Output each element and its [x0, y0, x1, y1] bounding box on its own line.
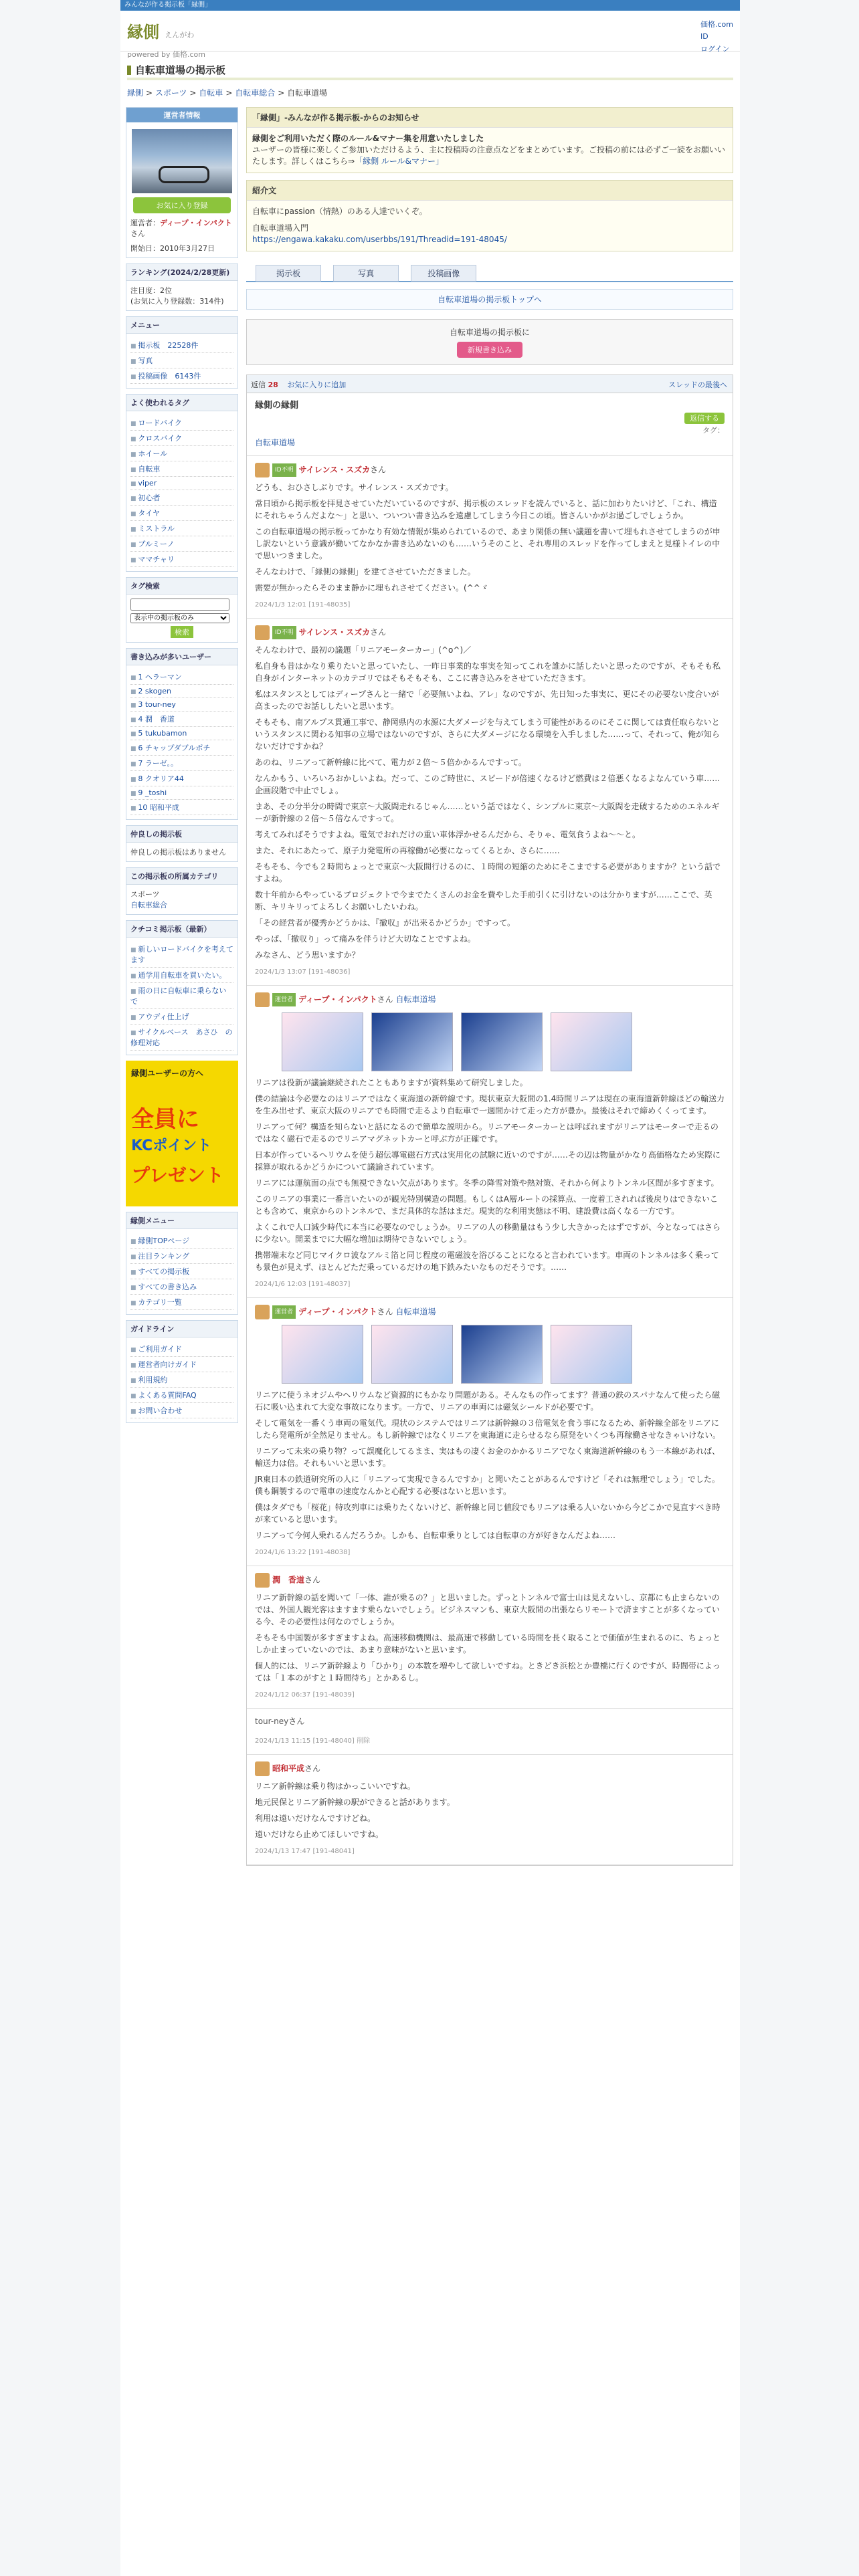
post-board-link[interactable]: 自転車道場 [395, 994, 436, 1004]
post-line: この自転車道場の掲示板ってかなり有効な情報が集められているので、あまり関係の無い議題を書いて埋もれさせてしまうのが申し訳ないという意識が働いてなかなか書き込めないのも……いうそのこと、それ専用のスレッドを作ってしまえと見様トイレの中で思いつきました。 [255, 527, 721, 560]
post-author[interactable]: ディープ・インパクト [298, 994, 377, 1004]
post-line: 僕はタダでも「桜花」特攻列車には乗りたくないけど、新幹線と同じ値段でもリニアは乗る人いないから今どこかで見直すべき時が来ていると思います。 [255, 1503, 721, 1524]
writer-link[interactable]: 8 クオリア44 [138, 774, 184, 783]
add-fav-link[interactable]: お気に入りに追加 [287, 381, 347, 389]
promo-banner[interactable] [126, 1061, 238, 1206]
post-author[interactable]: サイレンス・スズカ [298, 465, 371, 475]
post-line: 個人的には、リニア新幹線より「ひかり」の本数を増やして欲しいですね。ときどき浜松とか豊橋に行くのですが、時間帯によっては「１本のがすと１時間待ち」とかあるし。 [255, 1661, 721, 1683]
board-top-link-bar [246, 289, 733, 310]
writers-head: 書き込みが多いユーザー [126, 649, 237, 665]
engawa-menu-box [126, 1212, 238, 1315]
post-board-link[interactable]: 自転車道場 [395, 1307, 436, 1317]
user-icon [255, 992, 270, 1007]
post-line: リニアは役新が議論継続されたこともありますが資料集めて研究しました。 [255, 1078, 528, 1087]
reply-label: 返信 [251, 381, 266, 389]
post [247, 619, 733, 986]
new-post-text: 自転車道場の掲示板に [449, 328, 530, 337]
post-line: 遠いだけなら止めてほしいですね。 [255, 1830, 384, 1839]
reply-button[interactable]: 返信する [684, 413, 725, 424]
post-line: 私自身も昔はかなり乗りたいと思っていたし、一昨日事業的な事実を知ってこれを誰かに話したいと思ったのですが、そもそも私自身がインターネットのカテゴリではそもそもそも、ここに書き込みをさせていただきます。 [255, 661, 721, 683]
post-image[interactable] [551, 1325, 632, 1384]
engawa-menu-head: 縁側メニュー [126, 1212, 237, 1229]
breadcrumb-engawa[interactable]: 縁側 [127, 88, 144, 98]
post-line: まあ、その分半分の時間で東京～大阪間走れるじゃん……という話ではなく、シンプルに東京～大阪間を走破するためのエネルギーが新幹線の２倍～５倍なんですって。 [255, 802, 720, 823]
new-post-box [246, 319, 733, 365]
board-avatar [132, 129, 232, 193]
post-line: みなさん、どう思いますか？ [255, 950, 360, 960]
writer-link[interactable]: 7 ラーゼ。。 [138, 759, 179, 768]
writer-link[interactable]: 6 チャップダブルポチ [138, 744, 211, 752]
user-badge: 運営者 [272, 1305, 296, 1319]
tag-link[interactable]: ブルミーノ [138, 540, 175, 548]
engawa-menu-link[interactable]: すべての書き込み [138, 1283, 197, 1291]
post-image[interactable] [371, 1012, 453, 1071]
engawa-menu-link[interactable]: 注目ランキング [138, 1252, 190, 1261]
post-line: 需要が無かったらそのまま静かに埋もれさせてください。(^^ゞ [255, 583, 488, 593]
post-line: JR東日本の鉄道研究所の人に「リニアって実現できるんですか」と聞いたことがあるんですけど「それは無理でしょう」でした。僕も鋼製するので電車の速度なんかと心配する必要はないと思います。 [255, 1475, 720, 1496]
engawa-menu-link[interactable]: カテゴリ一覧 [138, 1298, 182, 1307]
engawa-menu-link[interactable]: 縁側TOPページ [138, 1237, 190, 1245]
author-suffix: さん [370, 465, 387, 475]
user-icon [255, 1761, 270, 1776]
tag-search-head: タグ検索 [126, 578, 237, 595]
tag-search-input[interactable] [130, 599, 229, 611]
post-images [282, 1012, 725, 1071]
owner-box [126, 107, 238, 258]
owner-head: 運営者情報 [126, 108, 237, 122]
post-meta: 2024/1/6 12:03 [191-48037] [255, 1281, 351, 1288]
guide-link[interactable]: よくある質問FAQ [138, 1391, 197, 1400]
post-line: 考えてみればそうですよね。電気でおれだけの重い車体浮かせるんだから、そりゃ、電気食うよね～～と。 [255, 830, 641, 839]
kakaku-box [126, 920, 238, 1055]
promo-t1: 縁側ユーザーの方へ [131, 1069, 204, 1078]
add-favorite-button[interactable]: お気に入り登録 [133, 197, 231, 213]
tab-board[interactable]: 掲示板 [256, 265, 321, 282]
notice-title: 縁側をご利用いただく際のルール&マナー集を用意いたしました [252, 134, 484, 143]
logo[interactable] [127, 19, 205, 61]
kakaku-thread-link[interactable]: 新しいロードバイクを考えてます [130, 945, 233, 964]
post-line: そもそも、南アルプス貫通工事で、静岡県内の水源に大ダメージを与えてしまう可能性があるのにそこに関しては責任取らないというスタンスに関わる知事の立場ではないのですが、さらに大ダメージになる環境を入手しました……って、それって、俺が知らないだけですかね？ [255, 718, 720, 751]
title-underline [127, 78, 733, 80]
main-content [246, 107, 733, 1866]
reply-count: 28 [268, 381, 278, 389]
post-author[interactable]: 潤 香道 [272, 1575, 305, 1585]
post-line: 私はスタンスとしてはディープさんと一緒で「必要無いよね、アレ」なのですが、先日知った事実に、更にその必要ない度合いが高まったのでお話ししたいと思います。 [255, 689, 719, 711]
kakaku-head: クチコミ掲示板（最新） [126, 921, 237, 938]
tag-link[interactable]: タイヤ [138, 509, 161, 518]
powered-by: powered by 価格.com [127, 50, 205, 59]
promo-t2: 全員に [131, 1106, 199, 1133]
ranking-box [126, 263, 238, 311]
writer-link[interactable]: 4 潤 香道 [138, 715, 175, 724]
user-icon [255, 1573, 270, 1588]
post-line: あのね、リニアって新幹線に比べて、電力が２倍～５倍かかるんですって。 [255, 758, 527, 767]
post-line: そんなわけで、最初の議題「リニアモーターカー」(^o^)／ [255, 645, 472, 655]
post-line: 地元民保とリニア新幹線の駅ができると話があります。 [255, 1798, 455, 1807]
post-line: このリニアの事業に一番言いたいのが観光特別構造の問題。もしくはA層ルートの採算点、一度着工されれば後戻りはできないことも含めて、東京からのトンネルで、まだ具体的な話はまだ。現実的な利用実態は不明、建設費は高くなる一方です。 [255, 1194, 718, 1216]
post-line: リニアには運航面の点でも無視できない欠点があります。冬季の降雪対策や熱対策、それから何よりトンネル区間が多すぎます。 [255, 1178, 719, 1188]
breadcrumb-bicycle-all[interactable]: 自転車総合 [235, 88, 276, 98]
post [247, 456, 733, 619]
sidebar [126, 107, 238, 1428]
post-line: そして電気を一番くう車両の電気代。現状のシステムではリニアは新幹線の３倍電気を食う事になるため、新幹線全部をリニアにしたら発電所が全然足りません。もし新幹線ではなくリニアを東海道に走らせるなら原発をいくつも再稼働させなきゃいけない。 [255, 1418, 721, 1440]
kakaku-thread-link[interactable]: 雨の日に自転車に乗らないで [130, 986, 227, 1006]
post-meta: 2024/1/12 06:37 [191-48039] [255, 1691, 355, 1699]
promo-t4: プレゼント [131, 1164, 224, 1186]
writer-link[interactable]: 2 skogen [138, 687, 172, 695]
post-image[interactable] [282, 1325, 363, 1384]
thread-board-link[interactable]: 自転車道場 [255, 438, 296, 447]
post-image[interactable] [461, 1012, 543, 1071]
category-link[interactable]: 自転車総合 [130, 901, 167, 909]
post-line: リニア新幹線の話を聞いて「一体、誰が乗るの？」と思いました。ずっとトンネルで富士山は見えないし、京都にも止まらないのでは、外国人観光客はますます乗らないでしょう。ビジネスマンも、東京大阪間の出張ならリモートで済ますことが多くなっている今、その必要性は何なのでしょうか。 [255, 1593, 720, 1626]
post-line: リニアって未来の乗り物？って誤魔化してるまま、実はもの凄くお金のかかるリニアでなく東海道新幹線のもう一本線があれば、輸送力は倍。それもいいと思います。 [255, 1446, 721, 1468]
tag-link[interactable]: クロスバイク [138, 434, 183, 443]
owner-name-link[interactable]: ディープ・インパクト [160, 219, 232, 227]
writer-link[interactable]: 5 tukubamon [138, 729, 187, 738]
intro-text: 自転車にpassion（情熱）のある人達でいくぞ。 [252, 207, 427, 216]
user-badge: ID不明 [272, 463, 296, 477]
logo-text: 縁側 [127, 23, 159, 41]
post [247, 1755, 733, 1865]
tags-head: よく使われるタグ [126, 395, 237, 411]
kakaku-thread-link[interactable]: アウディ仕上げ [138, 1012, 189, 1021]
ranking-fav-count: (お気に入り登録数：314件) [130, 297, 224, 306]
intro-link[interactable]: https://engawa.kakaku.com/userbbs/191/Threadid=191-48045/ [252, 235, 507, 244]
thread-header [247, 375, 733, 393]
header-link-id[interactable]: ID [700, 32, 708, 41]
top-bar-text: みんなが作る掲示板「縁側」 [124, 1, 211, 9]
menu-photo[interactable]: 写真 [138, 356, 153, 365]
notice-rules-link[interactable]: 「縁側 ルール&マナー」 [355, 156, 444, 166]
thread-tag-label: タグ： [702, 426, 725, 435]
post-line: 日本が作っているヘリウムを使う超伝導電磁石方式は実用化の試験に近いのですが……その辺は物量がかなり高価格なため実際に採算が取れるかどうかについて議論されています。 [255, 1150, 721, 1172]
post-line: 利用は遠いだけなんですけどね。 [255, 1814, 376, 1823]
writers-box [126, 648, 238, 820]
post-line: なんかもう、いろいろおかしいよね。だって、このご時世に、スピードが倍速くなるけど燃費は２倍悪くなるよなんていう車……企画段階で中止でしょ。 [255, 774, 721, 795]
guide-link[interactable]: 運営者向けガイド [138, 1360, 197, 1369]
post-meta: 2024/1/13 17:47 [191-48041] [255, 1848, 355, 1855]
post-line: また、それにあたって、原子力発電所の再稼働が必要になってくるとか、さらに…… [255, 846, 560, 855]
post-image[interactable] [282, 1012, 363, 1071]
user-icon [255, 1305, 270, 1319]
breadcrumb-current: 自転車道場 [287, 88, 328, 98]
breadcrumb-bicycle[interactable]: 自転車 [199, 88, 223, 98]
author-suffix: さん [377, 994, 393, 1004]
tab-photo[interactable]: 写真 [333, 265, 399, 282]
menu-box [126, 316, 238, 389]
post-line: リニアって今何人乗れるんだろうか。しかも、自転車乗りとしては自転車の方が好きなんだよね…… [255, 1531, 616, 1540]
kakaku-thread-link[interactable]: 通学用自転車を買いたい。 [138, 971, 227, 980]
guide-head: ガイドライン [126, 1321, 237, 1337]
post-line: どうも、おひさしぶりです。サイレンス・スズカです。 [255, 483, 454, 492]
post-line: 数十年前からやっているプロジェクトで今までたくさんのお金を費やした手前引くに引けないのは分かりますが……ここで、英断、キリキリってよろしくお願いしたいわね。 [255, 890, 712, 911]
tag-link[interactable]: 初心者 [138, 494, 161, 502]
related-box [126, 825, 238, 862]
post-line: 「その経営者が優秀かどうかは、『撤収』が出来るかどうか」ですって。 [255, 918, 516, 928]
post-line: そもそも、今でも２時間ちょっとで東京～大阪間行けるのに、１時間の短縮のためにそこまでする必要がありますか？という話ですよね。 [255, 862, 721, 883]
user-icon [255, 625, 270, 640]
post-author: tour-ney [255, 1717, 289, 1726]
tag-link[interactable]: viper [138, 479, 157, 488]
post-meta: 2024/1/6 13:22 [191-48038] [255, 1549, 351, 1556]
user-badge: ID不明 [272, 626, 296, 639]
tag-search-button[interactable]: 検索 [171, 626, 193, 638]
post [247, 1566, 733, 1709]
tag-link[interactable]: ママチャリ [138, 555, 175, 564]
post [247, 986, 733, 1298]
guide-link[interactable]: 利用規約 [138, 1376, 168, 1384]
guide-link[interactable]: お問い合わせ [138, 1406, 183, 1415]
post-line: そもそも中国製が多すぎますよね。高速移動機関は、最高速で移動している時間を長く取ることで価値が生まれるのに、ちょっとしか止まっていないのでは、あまり意味がないと思います。 [255, 1633, 721, 1654]
jump-last-link[interactable]: スレッドの最後へ [668, 381, 727, 389]
intro-head: 紹介文 [247, 181, 733, 201]
new-post-button[interactable]: 新規書き込み [457, 342, 522, 358]
writer-link[interactable]: 9 _toshi [138, 788, 167, 797]
tag-link[interactable]: ロードバイク [138, 419, 182, 427]
post [247, 1709, 733, 1755]
header-links [700, 19, 733, 57]
ranking-head: ランキング(2024/2/28更新) [126, 264, 237, 281]
post-image[interactable] [551, 1012, 632, 1071]
notice-body: ユーザーの皆様に楽しくご参加いただけるよう、主に投稿時の注意点などをまとめています。ご投稿の前には必ずご一読をお願いいたします。詳しくはこちら⇒ [252, 145, 726, 166]
thread-title-post [247, 393, 733, 456]
guide-link[interactable]: ご利用ガイド [138, 1345, 183, 1354]
kakaku-thread-link[interactable]: サイクルベース あさひ の修理対応 [130, 1028, 233, 1047]
related-head: 仲良しの掲示板 [126, 826, 237, 843]
thread [246, 374, 733, 1866]
author-suffix: さん [377, 1307, 393, 1317]
tag-search-box [126, 577, 238, 643]
top-bar [120, 0, 740, 11]
tab-images[interactable]: 投稿画像 [411, 265, 476, 282]
tags-box [126, 394, 238, 572]
menu-images[interactable]: 投稿画像 6143件 [138, 372, 201, 381]
notice-head: 「縁側」-みんなが作る掲示板-からのお知らせ [247, 108, 733, 128]
logo-sub: えんがわ [165, 31, 195, 39]
engawa-menu-link[interactable]: すべての掲示板 [138, 1267, 190, 1276]
post-image[interactable] [371, 1325, 453, 1384]
category-parent: スポーツ [130, 890, 160, 899]
post-line: やっぱ、「撤収り」って痛みを伴うけど大切なことですよね。 [255, 934, 476, 944]
post-line: 携帯端末など同じマイクロ波なアルミ箔と同じ程度の電磁波を浴びることになると言われています。車両のトンネルは多く乗っても景色が見えず、ほとんどただ乗っているだけの地下鉄みたいなものだそうです。…… [255, 1251, 719, 1272]
tag-link[interactable]: ミストラル [138, 524, 175, 533]
post-line: よくこれで人口減少時代に本当に必要なのでしょうか。リニアの人の移動量はもう少し大きかったはずですが、今となってはさらに少ない。開業までに大幅な増加は期待できないでしょう。 [255, 1222, 721, 1244]
author-suffix: さん [370, 627, 387, 637]
board-tabs [246, 265, 733, 282]
thread-title: 縁側の縁側 [255, 401, 299, 411]
post-line: リニア新幹線は乗り物はかっこいいですね。 [255, 1782, 415, 1791]
post-images [282, 1325, 725, 1384]
writer-link[interactable]: 3 tour-ney [138, 700, 176, 709]
ranking-rank: 注目度：2位 [130, 286, 172, 295]
post-line: リニアに使うネオジムやヘリウムなど資源的にもかなり問題がある。そんなもの作ってます？普通の鉄のスパナなんて使ったら磁石に吸い込まれて大変な事故になります。一方で、リニアの車両には磁気シールドが必要です。 [255, 1390, 721, 1412]
user-icon [255, 463, 270, 477]
header-link-login[interactable]: ログイン [700, 45, 730, 53]
post-author[interactable]: 昭和平成 [272, 1763, 305, 1774]
post [247, 1298, 733, 1566]
post-line: 僕の結論は今必要なのはリニアではなく東海道の新幹線です。現状東京大阪間の1.4時間リニアは現在の東海道新幹線ほどの輸送力を生み出せず、東京大阪のリニアでも時間で走るより自転車で一週間かけて走った方が豊か。最後はそれで締めくくってます。 [255, 1094, 725, 1115]
owner-label: 運営者： [130, 219, 160, 227]
post-meta: 2024/1/3 13:07 [191-48036] [255, 968, 351, 976]
post-author[interactable]: ディープ・インパクト [298, 1307, 377, 1317]
category-head: この掲示板の所属カテゴリ [126, 868, 237, 885]
breadcrumb: 縁側 > スポーツ > 自転車 > 自転車総合 > 自転車道場 [127, 88, 328, 98]
board-top-link[interactable]: 自転車道場の掲示板トップへ [438, 295, 542, 304]
notice-box [246, 107, 733, 173]
promo-t3: KCポイント [131, 1138, 212, 1154]
owner-suffix: さん [130, 229, 145, 238]
tag-link[interactable]: ホイール [138, 449, 168, 458]
tag-link[interactable]: 自転車 [138, 465, 161, 473]
header-link-kakaku[interactable]: 価格.com [700, 20, 733, 29]
author-suffix: さん [304, 1575, 321, 1585]
user-badge: 運営者 [272, 993, 296, 1006]
author-suffix: さん [304, 1763, 321, 1774]
post-line: 常日頃から掲示板を拝見させていただいているのですが、掲示板のスレッドを読んでいると、話に加わりたいけど、「これ、構造にそれちゃうんだよな～」と思い、ついつい書き込みを遠慮してしまう今日この頃。皆さんいかがお過ごしでしょうか。 [255, 499, 717, 520]
post-line: そんなわけで、「縁側の縁側」を建てさせていただきました。 [255, 567, 476, 576]
intro-box [246, 180, 733, 251]
post-meta: 2024/1/13 11:15 [191-48040] 削除 [255, 1737, 370, 1745]
writer-link[interactable]: 10 昭和平成 [138, 803, 179, 812]
related-text: 仲良しの掲示板はありません [130, 848, 226, 857]
page-title: 自転車道場の掲示板 [127, 63, 225, 77]
menu-board[interactable]: 掲示板 22528件 [138, 341, 199, 350]
category-box [126, 867, 238, 915]
header [120, 11, 740, 59]
post-author[interactable]: サイレンス・スズカ [298, 627, 371, 637]
author-suffix: さん [288, 1717, 305, 1726]
intro-text2: 自転車道場入門 [252, 223, 309, 233]
tag-search-scope[interactable] [130, 613, 229, 623]
writer-link[interactable]: 1 ヘラーマン [138, 673, 182, 681]
guide-box [126, 1320, 238, 1423]
breadcrumb-sports[interactable]: スポーツ [155, 88, 187, 98]
post-meta: 2024/1/3 12:01 [191-48035] [255, 601, 351, 609]
menu-head: メニュー [126, 317, 237, 334]
page [120, 11, 740, 2576]
start-date: 開始日：2010年3月27日 [130, 244, 215, 253]
post-line: リニアって何？構造を知らないと話になるので簡単な説明から。リニアモーターカーとは呼ばれますがリニアはモーターで走るのではなく磁石で走るのでリニアマグネットカーと呼ぶ方が正確です。 [255, 1122, 719, 1144]
post-image[interactable] [461, 1325, 543, 1384]
